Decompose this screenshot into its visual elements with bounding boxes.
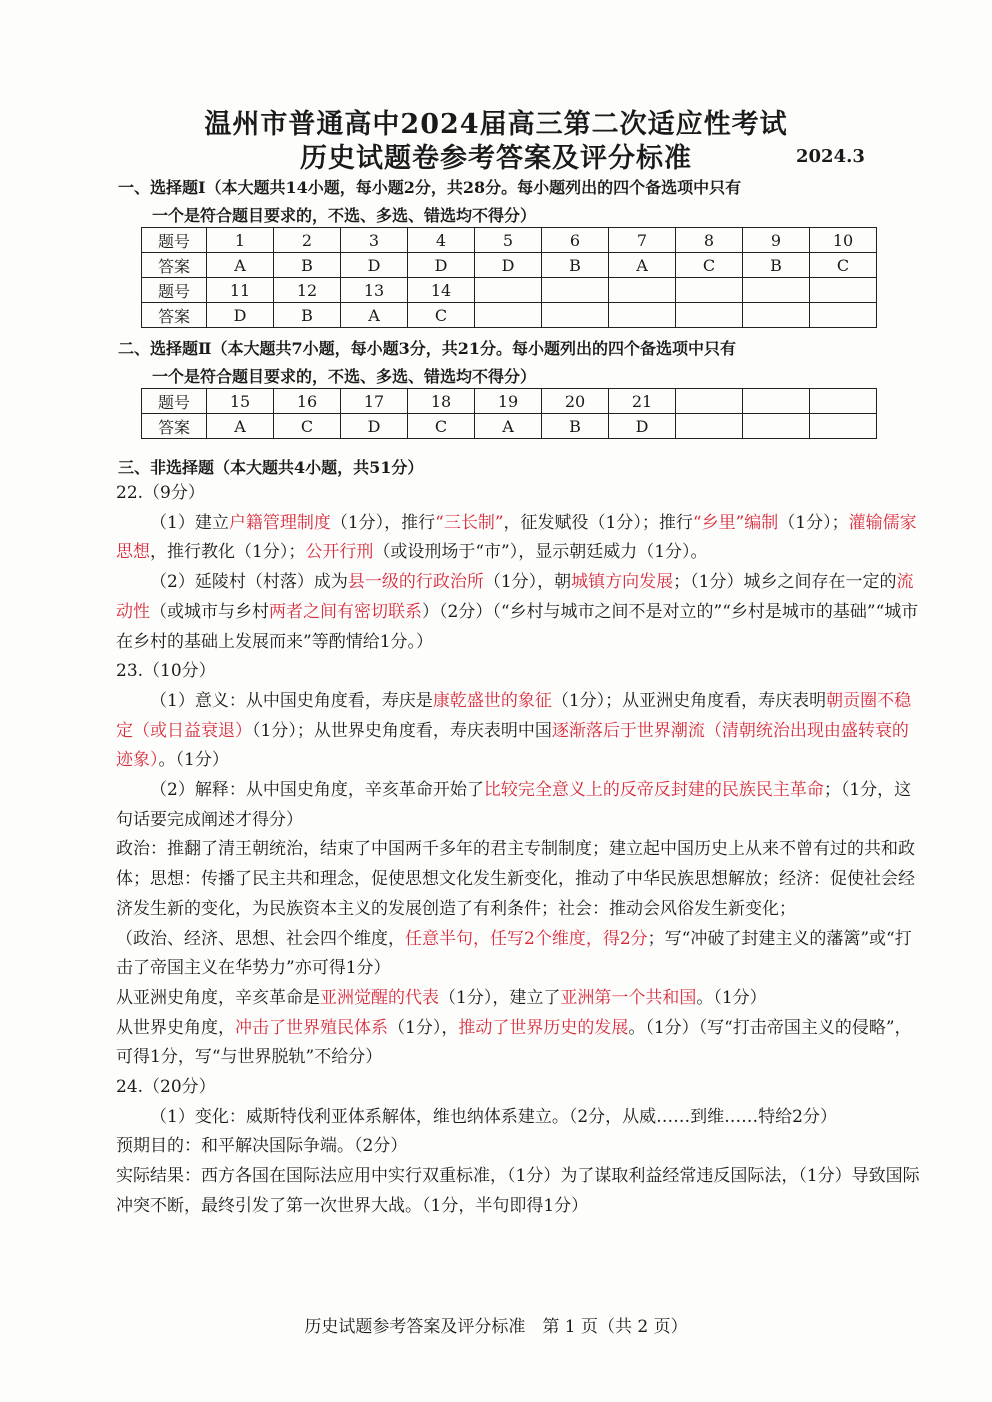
table-cell: B	[274, 303, 341, 328]
table-cell	[676, 414, 743, 439]
answer-text: 。（1分）（写“打击帝国主义的侵略”，可得1分，写“与世界脱轨”不给分）	[116, 1017, 912, 1068]
table-cell	[810, 414, 877, 439]
q23-world-view	[116, 1014, 922, 1073]
table-cell: C	[408, 414, 475, 439]
answer-text: （1）意义：从中国史角度看，寿庆是	[150, 690, 433, 711]
answer-text: （2）延陵村（村落）成为	[150, 572, 348, 593]
table-cell	[475, 278, 542, 303]
section1-answer-table	[141, 227, 877, 328]
key-point-highlight: 两者之间有密切联系	[269, 601, 422, 622]
q23-asia-view	[116, 984, 922, 1014]
q23-header: 23.（10分）	[116, 661, 216, 682]
answer-text: ；（1分，这句话要完成阐述才得分）	[116, 780, 912, 830]
key-point-highlight: 逐渐落后于世界潮流（清朝统治出现由盛转衰的迹象）	[116, 720, 909, 771]
table-cell: D	[475, 253, 542, 278]
table-cell: 21	[609, 389, 676, 414]
table-cell	[475, 303, 542, 328]
table-cell: 19	[475, 389, 542, 414]
table-cell: 13	[341, 278, 408, 303]
table-cell: A	[609, 253, 676, 278]
answer-text: （政治、经济、思想、社会四个维度，	[116, 928, 405, 949]
answer-text: （1分）；从亚洲史角度看，寿庆表明	[551, 690, 827, 711]
answer-text: （1分）；从世界史角度看，寿庆表明中国	[252, 720, 552, 741]
table-cell: 5	[475, 228, 542, 253]
q23-part1	[116, 687, 922, 776]
table-cell	[810, 389, 877, 414]
key-point-highlight: 户籍管理制度	[228, 512, 331, 533]
answer-text: （1）建立	[150, 512, 229, 533]
answer-text: （或设刑场于“市”），显示朝廷威力（1分）。	[373, 542, 708, 563]
table-cell: C	[810, 253, 877, 278]
key-point-highlight: 亚洲觉醒的代表	[320, 987, 439, 1008]
table-cell: 答案	[142, 303, 207, 328]
table-row	[142, 389, 877, 414]
table-cell: 答案	[142, 253, 207, 278]
answer-text: 。（1分）	[696, 987, 767, 1008]
q24-expected-goal: 预期目的：和平解决国际争端。（2分）	[116, 1136, 408, 1157]
table-cell: 3	[341, 228, 408, 253]
table-row	[142, 303, 877, 328]
table-row	[142, 253, 877, 278]
table-cell: D	[408, 253, 475, 278]
table-cell: C	[676, 253, 743, 278]
section2-heading: 二、选择题Ⅱ（本大题共7小题，每小题3分，共21分。每小题列出的四个备选项中只有	[118, 339, 737, 358]
table-cell	[743, 278, 810, 303]
table-cell	[542, 303, 609, 328]
answer-text: （1分），推行	[330, 512, 436, 533]
table-cell: 18	[408, 389, 475, 414]
table-cell: 2	[274, 228, 341, 253]
table-cell: C	[408, 303, 475, 328]
table-row	[142, 278, 877, 303]
table-cell: 题号	[142, 389, 207, 414]
table-cell: 11	[207, 278, 274, 303]
answer-text: （或城市与乡村	[150, 601, 269, 622]
table-cell: D	[207, 303, 274, 328]
answer-text: 从亚洲史角度，辛亥革命是	[116, 987, 320, 1008]
answers-body	[116, 479, 922, 1222]
key-point-highlight: “乡里”编制	[692, 512, 779, 533]
table-cell: 题号	[142, 228, 207, 253]
key-point-highlight: 城镇方向发展	[571, 572, 674, 593]
table-cell: 8	[676, 228, 743, 253]
table-cell: 17	[341, 389, 408, 414]
answer-text: ，推行教化（1分）；	[150, 542, 306, 563]
key-point-highlight: 推动了世界历史的发展	[458, 1017, 629, 1038]
key-point-highlight: 康乾盛世的象征	[432, 690, 552, 711]
table-cell: A	[341, 303, 408, 328]
exam-title: 温州市普通高中2024届高三第二次适应性考试	[204, 109, 788, 140]
key-point-highlight: 任意半句，任写2个维度，得2分	[405, 928, 648, 949]
table-cell: B	[542, 253, 609, 278]
table-cell: 20	[542, 389, 609, 414]
table-cell: 12	[274, 278, 341, 303]
key-point-highlight: “三长制”	[435, 512, 504, 533]
table-cell	[609, 278, 676, 303]
key-point-highlight: 灌输儒家思想	[116, 512, 917, 563]
answer-text: （1分），建立了	[439, 987, 561, 1008]
answer-text: 从世界史角度，	[116, 1017, 235, 1038]
table-cell	[810, 303, 877, 328]
page-footer: 历史试题参考答案及评分标准 第 1 页（共 2 页）	[304, 1317, 688, 1337]
answer-text: ；（1分）城乡之间存在一定的	[673, 572, 897, 593]
key-point-highlight: 县一级的行政治所	[347, 572, 484, 593]
section2-heading-cont: 一个是符合题目要求的，不选、多选、错选均不得分）	[152, 367, 537, 386]
q24-header: 24.（20分）	[116, 1077, 216, 1098]
key-point-highlight: 流动性	[116, 572, 914, 622]
table-cell: 14	[408, 278, 475, 303]
key-point-highlight: 亚洲第一个共和国	[560, 987, 697, 1008]
table-cell: D	[341, 253, 408, 278]
q24-actual-result: 实际结果：西方各国在国际法应用中实行双重标准，（1分）为了谋取利益经常违反国际法，（1分）导致国际冲突不断，最终引发了第一次世界大战。（1分，半句即得1分）	[116, 1166, 920, 1216]
table-cell	[609, 303, 676, 328]
key-point-highlight: 比较完全意义上的反帝反封建的民族民主革命	[483, 780, 824, 801]
document-date: 2024.3	[796, 146, 865, 167]
section2-answer-table	[141, 388, 877, 439]
table-cell: 9	[743, 228, 810, 253]
q22-header: 22.（9分）	[116, 483, 205, 503]
key-point-highlight: 公开行刑	[305, 542, 374, 563]
q23-scoring-note	[116, 925, 922, 984]
table-row	[142, 414, 877, 439]
table-cell	[743, 389, 810, 414]
table-cell	[542, 278, 609, 303]
table-cell: D	[609, 414, 676, 439]
table-row	[142, 228, 877, 253]
section3-heading: 三、非选择题（本大题共4小题，共51分）	[118, 458, 424, 477]
table-cell	[743, 303, 810, 328]
table-cell: A	[475, 414, 542, 439]
table-cell: B	[274, 253, 341, 278]
q23-part2	[116, 776, 922, 835]
table-cell: 6	[542, 228, 609, 253]
table-cell	[676, 389, 743, 414]
table-cell: 10	[810, 228, 877, 253]
answer-text: ）（2分）（“乡村与城市之间不是对立的”“乡村是城市的基础”“城市在乡村的基础上发展而来”等酌情给1分。）	[116, 601, 919, 652]
answer-text: ，征发赋役（1分）；推行	[503, 512, 693, 533]
section1-heading: 一、选择题Ⅰ（本大题共14小题，每小题2分，共28分。每小题列出的四个备选项中只有	[118, 178, 742, 197]
key-point-highlight: 冲击了世界殖民体系	[235, 1017, 388, 1038]
table-cell	[810, 278, 877, 303]
table-cell: 16	[274, 389, 341, 414]
answer-text: （1分）；	[778, 512, 849, 533]
section1-heading-cont: 一个是符合题目要求的，不选、多选、错选均不得分）	[152, 206, 537, 225]
answer-text: （1分），	[388, 1017, 459, 1038]
table-cell: B	[542, 414, 609, 439]
table-cell: 7	[609, 228, 676, 253]
table-cell	[743, 414, 810, 439]
answer-text: （1分），朝	[483, 572, 572, 593]
table-cell	[676, 278, 743, 303]
answer-text: 。（1分）	[158, 750, 229, 771]
table-cell: 答案	[142, 414, 207, 439]
table-cell: 15	[207, 389, 274, 414]
answer-text: （2）解释：从中国史角度，辛亥革命开始了	[150, 780, 484, 801]
table-cell: D	[341, 414, 408, 439]
key-point-highlight: 朝贡圈不稳定（或日益衰退）	[116, 690, 912, 741]
q23-dimensions: 政治：推翻了清王朝统治，结束了中国两千多年的君主专制制度；建立起中国历史上从来不曾有过的共和政体；思想：传播了民主共和理念，促使思想文化发生新变化，推动了中华民族思想解放；经济：促使社会经济发生新的变化，为民族资本主义的发展创造了有利条件；社会：推动会风俗发生新变化；	[116, 839, 915, 919]
table-cell: 4	[408, 228, 475, 253]
q22-part1	[116, 509, 922, 568]
table-cell: 题号	[142, 278, 207, 303]
table-cell: 1	[207, 228, 274, 253]
q24-part1: （1）变化：威斯特伐利亚体系解体，维也纳体系建立。（2分，从威……到维……特给2分）	[150, 1106, 837, 1127]
document-title: 历史试题卷参考答案及评分标准	[300, 143, 692, 174]
table-cell: A	[207, 414, 274, 439]
answer-text: ；写“冲破了封建主义的藩篱”或“打击了帝国主义在华势力”亦可得1分）	[116, 928, 912, 979]
table-cell: B	[743, 253, 810, 278]
table-cell	[676, 303, 743, 328]
table-cell: A	[207, 253, 274, 278]
q22-part2	[116, 568, 922, 657]
table-cell: C	[274, 414, 341, 439]
